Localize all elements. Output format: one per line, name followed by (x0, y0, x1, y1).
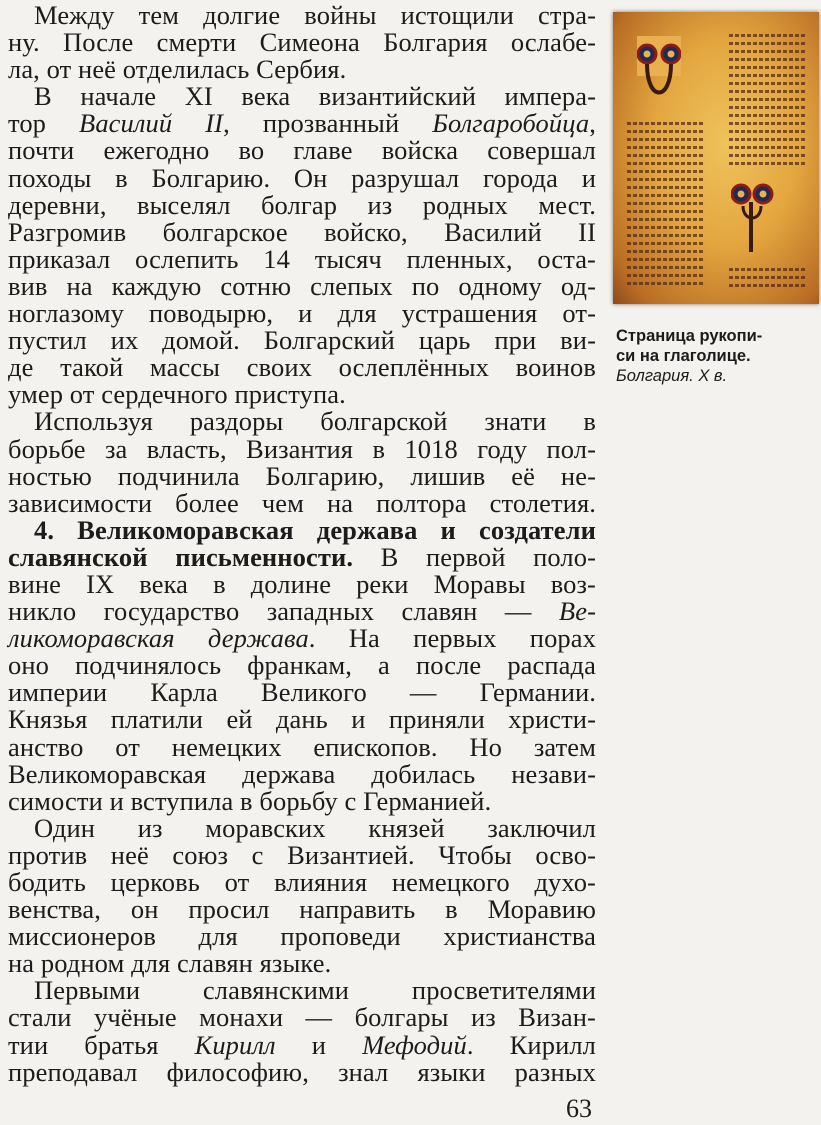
manuscript-script-line (627, 162, 705, 165)
manuscript-script-line (627, 250, 705, 253)
text-span: тор (8, 108, 80, 139)
manuscript-script-line (627, 210, 705, 213)
manuscript-script-line (627, 138, 705, 141)
text-line: умер от сердечного приступа. (8, 379, 346, 410)
manuscript-script-line (729, 276, 807, 279)
text-line: на родном для славян языке. (8, 948, 332, 979)
text-line: ностью подчинила Болгарию, лишив её не- (8, 460, 596, 491)
term: Ве- (558, 596, 596, 627)
figure-caption (616, 326, 821, 386)
paragraph-3 (8, 408, 596, 516)
manuscript-script-line (729, 42, 807, 45)
caption-title: си на глаголице. (616, 347, 751, 365)
paragraph-6 (8, 977, 596, 1085)
text-line: ну. После смерти Симеона Болгария ослабе- (8, 27, 596, 58)
text-span: , (589, 108, 596, 139)
text-span: . На первых порах (308, 623, 596, 654)
text-line: деревни, выселял болгар из родных мест. (8, 189, 596, 220)
text-line: В начале XI века византийский импера- (34, 81, 596, 112)
manuscript-script-line (627, 218, 705, 221)
manuscript-script-line (627, 178, 705, 181)
text-line: походы в Болгарию. Он разрушал города и (8, 162, 596, 193)
text-line: оно подчинялось франкам, а после распада (8, 650, 596, 681)
text-span: и (275, 1029, 363, 1060)
text-span: тии братья (8, 1029, 195, 1060)
text-span: никло государство западных славян — (8, 596, 559, 627)
manuscript-script-line (627, 130, 705, 133)
manuscript-script-line (729, 34, 807, 37)
paragraph-1 (8, 2, 596, 83)
manuscript-script-line (627, 170, 705, 173)
caption-title: Страница рукопи- (616, 327, 763, 345)
manuscript-script-line (627, 242, 705, 245)
text-line: венства, он просил направить в Моравию (8, 894, 596, 925)
manuscript-script-line (729, 50, 807, 53)
text-line: анство от немецких епископов. Но затем (8, 731, 596, 762)
manuscript-script-line (627, 122, 705, 125)
text-line (8, 541, 596, 572)
manuscript-script-line (729, 284, 807, 287)
manuscript-script-line (729, 146, 807, 149)
text-line (8, 1029, 596, 1060)
text-line: борьбе за власть, Византия в 1018 году пол- (8, 433, 596, 464)
paragraph-2 (8, 83, 596, 408)
term: ликоморавская держава (8, 623, 309, 654)
text-line: преподавал философию, знал языки разных (8, 1056, 596, 1087)
manuscript-script-line (627, 154, 705, 157)
manuscript-script-line (729, 90, 807, 93)
text-line: приказал ослепить 14 тысяч пленных, оста- (8, 243, 596, 274)
text-line: бодить церковь от влияния немецкого духо- (8, 867, 596, 897)
manuscript-script-line (729, 66, 807, 69)
person-name: Василий II (79, 108, 224, 139)
paragraph-5 (8, 812, 596, 979)
text-line: Разгромив болгарское войско, Василий II (8, 216, 596, 247)
person-name: Кирилл (194, 1029, 276, 1060)
caption-subtitle: Болгария. X в. (616, 367, 728, 385)
text-span: . Кирилл (466, 1029, 596, 1060)
text-line: ноглазому поводырю, и для устрашения от- (8, 298, 596, 329)
text-span: , прозванный (223, 108, 433, 139)
paragraph-4 (8, 514, 596, 816)
person-name: Мефодий (362, 1029, 467, 1060)
section-heading-line (8, 514, 596, 545)
main-text-column (8, 2, 596, 1086)
page-number: 63 (566, 1094, 592, 1123)
manuscript-script-line (627, 186, 705, 189)
manuscript-script-line (729, 114, 807, 117)
text-line: Первыми славянскими просветителями (34, 975, 596, 1006)
text-line: симости и вступила в борьбу с Германией. (8, 785, 492, 816)
manuscript-script-line (627, 146, 705, 149)
text-line: против неё союз с Византией. Чтобы осво- (8, 839, 596, 870)
text-line: пустил их домой. Болгарский царь при ви- (8, 325, 596, 356)
manuscript-script-line (729, 82, 807, 85)
manuscript-script-line (729, 162, 807, 165)
manuscript-script-line (729, 58, 807, 61)
text-line: почти ежегодно во главе войска совершал (8, 135, 596, 166)
manuscript-script-line (627, 274, 705, 277)
section-heading: 4. Великоморавская держава и создатели (34, 514, 596, 545)
text-line: зависимости более чем на полтора столетия. (8, 487, 596, 518)
manuscript-script-line (627, 258, 705, 261)
manuscript-script-line (627, 282, 705, 285)
text-line (8, 110, 596, 137)
manuscript-script-line (627, 234, 705, 237)
text-line: вив на каждую сотню слепых по одному од- (8, 270, 596, 301)
manuscript-script-line (729, 98, 807, 101)
manuscript-initial-ornament (731, 172, 775, 262)
text-line: Князья платили ей дань и приняли христи- (8, 704, 596, 735)
text-line: вине IX века в долине реки Моравы воз- (8, 568, 596, 599)
manuscript-script-line (729, 130, 807, 133)
text-line: стали учёные монахи — болгары из Визан- (8, 1002, 596, 1033)
manuscript-script-line (729, 74, 807, 77)
section-heading: славянской письменности. (8, 541, 354, 572)
text-line: империи Карла Великого — Германии. (8, 677, 596, 708)
manuscript-script-line (729, 154, 807, 157)
manuscript-initial-ornament (637, 36, 681, 112)
manuscript-script-line (627, 266, 705, 269)
manuscript-script-line (729, 268, 807, 271)
text-line (8, 625, 596, 652)
manuscript-script-line (729, 122, 807, 125)
text-line: Один из моравских князей заключил (34, 812, 596, 843)
manuscript-script-line (627, 226, 705, 229)
text-line: миссионеров для проповеди христианства (8, 921, 596, 952)
nickname: Болгаробойца (432, 108, 590, 139)
text-line: де такой массы своих ослеплённых воинов (8, 352, 596, 383)
text-line (8, 598, 596, 625)
text-span: В первой поло- (353, 541, 596, 572)
text-line: Используя раздоры болгарской знати в (34, 406, 596, 437)
text-line: Между тем долгие войны истощили стра- (34, 0, 596, 30)
manuscript-script-line (627, 194, 705, 197)
text-line: Великоморавская держава добилась незави- (8, 758, 596, 789)
manuscript-script-line (729, 138, 807, 141)
manuscript-script-line (729, 106, 807, 109)
text-line: ла, от неё отделилась Сербия. (8, 54, 347, 85)
manuscript-script-line (627, 202, 705, 205)
glagolitic-manuscript-image (613, 12, 819, 304)
